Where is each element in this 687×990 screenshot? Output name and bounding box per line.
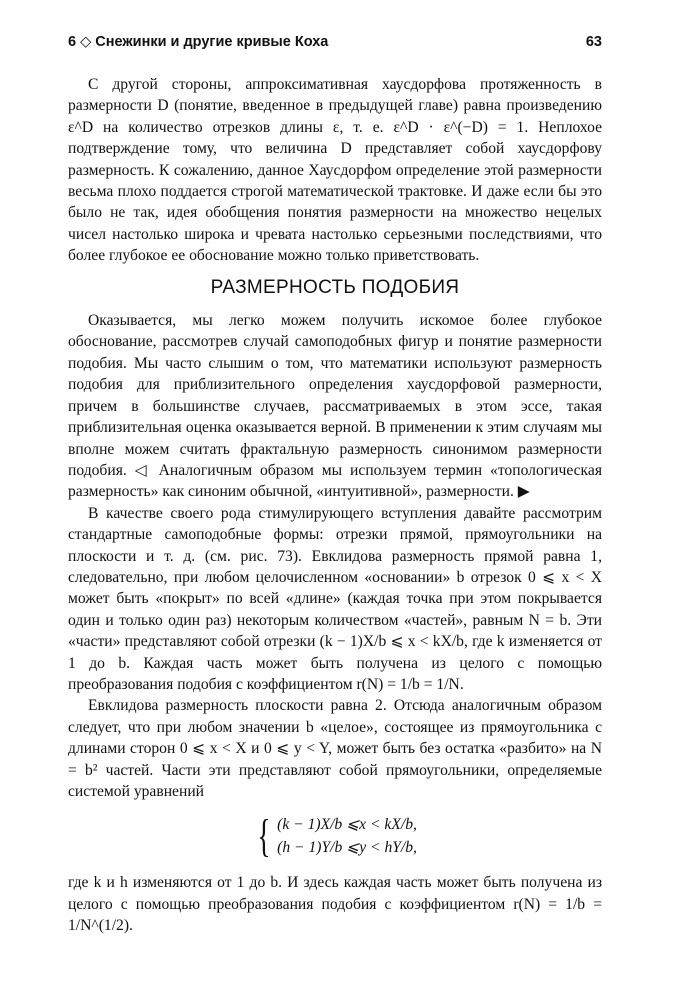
chapter-title: 6 ◇ Снежинки и другие кривые Коха (68, 34, 329, 50)
page-number: 63 (585, 34, 602, 50)
section-title: РАЗМЕРНОСТЬ ПОДОБИЯ (210, 276, 460, 298)
equation-line-2: (h − 1)Y/b ⩽y < hY/b, (277, 839, 417, 857)
paragraph-line-segments: В качестве своего рода стимулирующего вступления давайте рассмотрим стандартные самоподобные формы: отрезки прямой, прямоугольники на плоскости и т. д. (см. рис. 73). Евклидова размерность прямой равна 1, следовательно, при любом целочисленном «основании» b отрезок 0 ⩽ x < X может быть «покрыт» по всей «длине» (каждая точка при этом покрывается один и только один раз) некоторым количеством «частей», равным N = b. Эти «части» представляют собой отрезки (k − 1)X/b ⩽ x < kX/b, где k изменяется от 1 до b. Каждая часть может быть получена из целого с помощью преобразования подобия с коэффициентом r(N) = 1/b = 1/N. (68, 504, 602, 693)
paragraph-similarity-dimension: Оказывается, мы легко можем получить искомое более глубокое обоснование, рассмотрев случай самоподобных фигур и понятие размерности подобия. Мы часто слышим о том, что математики используют размерность подобия для приблизительного определения хаусдорфовой размерности, причем в большинстве случаев, рассматриваемых в этом эссе, такая приблизительная оценка оказывается верной. В применении к этим случаям мы вполне можем считать фрактальную размерность синонимом размерности подобия. ◁ Аналогичным образом мы используем термин «топологическая размерность» как синоним обычной, «интуитивной», размерности. ▶ (68, 312, 602, 501)
paragraph-hausdorff-extent: С другой стороны, аппроксимативная хаусдорфова протяженность в размерности D (понятие, введенное в предыдущей главе) равна произведению ε^D на количество отрезков длины ε, т. е. ε^D · ε^(−D) = 1. Неплохое подтверждение тому, что величина D представляет собой хаусдорфову размерность. К сожалению, данное Хаусдорфом определение этой размерности весьма плохо поддается строгой математической трактовке. И даже если бы это было не так, идея обобщения понятия размерности на множество нецелых чисел настолько широка и чревата настолько серьезными последствиями, что более глубокое ее обоснование можно только приветствовать. (68, 76, 602, 265)
equation-line-1: (k − 1)X/b ⩽x < kX/b, (277, 816, 417, 834)
paragraph-plane-rectangles: Евклидова размерность плоскости равна 2. Отсюда аналогичным образом следует, что при любом значении b «целое», состоящее из прямоугольника с длинами сторон 0 ⩽ x < X и 0 ⩽ y < Y, может быть без остатка «разбито» на N = b² частей. Части эти представляют собой прямоугольники, определяемые системой уравнений (68, 697, 602, 800)
page-body (68, 74, 602, 937)
equation-system (68, 812, 602, 860)
left-brace: { (257, 810, 271, 862)
paragraph-conclusion: где k и h изменяются от 1 до b. И здесь каждая часть может быть получена из целого с помощью преобразования подобия с коэффициентом r(N) = 1/b = 1/N^(1/2). (68, 874, 602, 935)
running-head (68, 34, 602, 50)
